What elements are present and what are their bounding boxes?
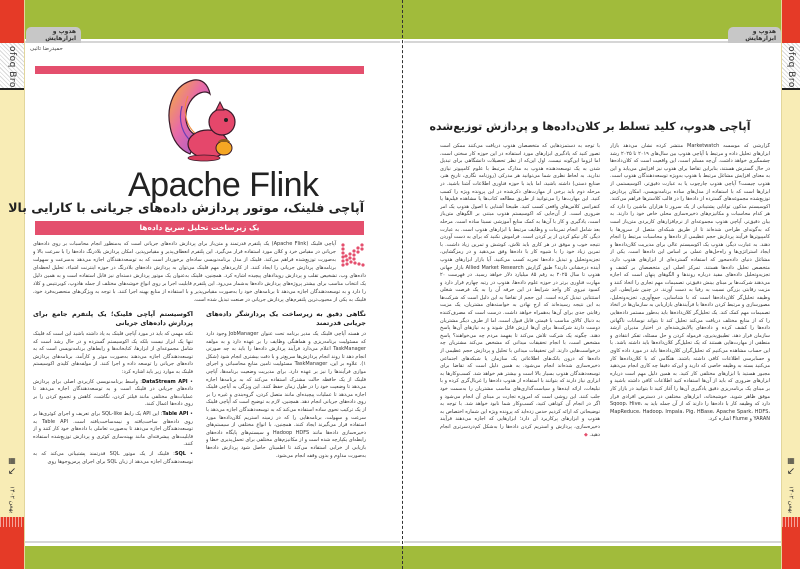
side-red-block-bottom — [0, 517, 24, 569]
left-page-column-right — [206, 310, 366, 538]
publisher-logo-icon: ▦ — [787, 456, 795, 465]
lead-text: آپاچی فلینک (Apache Flink) یک پلتفرم قدرتمند و متن‌باز برای پردازش داده‌های جریانی است که به‌منظور انجام محاسبات بر روی داده‌های جریانی در مقیاس خرد و کلان مورد استفاده قرار می‌گیرد. این پلتفرم انعطاف‌پذیر و مقیاس‌پذیر، امکان پردازش بلادرنگ داده‌ها را با سرعت بالا و به‌صورت توزیع‌شده فراهم می‌کند. فلینک از مدل برنامه‌نویسی ساده‌ای برخوردار است که به توسعه‌دهندگان اجازه می‌دهد به‌سرعت و سهولت برنامه‌های پردازش جریانی را ایجاد کنند. از کاربردهای مهم فلینک می‌توان به پردازش داده‌های بلادرنگ در حوزه اینترنت اشیاء، تحلیل لحظه‌ای داده‌های وب، تشخیص تقلب و پردازش رویدادهای پیچیده اشاره کرد. همچنین، فلینک به‌عنوان یک موتور پردازش دسته‌ای نیز قابل استفاده است و به همین دلیل یک انتخاب مناسب برای بیشتر پروژه‌های پردازش داده‌ها به‌شمار می‌رود. این پلتفرم قابلیت اجرا بر روی انواع خوشه‌های مختلف از جمله هادوپ، کوبرنتیس و کلاد را دارد و به توسعه‌دهندگان اجازه می‌دهد تا برنامه‌های خود را به‌صورت مقیاس‌پذیر و با استفاده از منابع بهینه اجرا کنند. با توجه به ویژگی‌های منحصربه‌فرد خود، فلینک به یکی از محبوب‌ترین پلتفرم‌های پردازش جریانی در صنعت تبدیل شده است. — [33, 241, 366, 303]
brand-logo: ofoq Bro — [7, 45, 17, 88]
hero-band-label: یک زیرساخت تحلیل سریع داده‌ها — [35, 221, 364, 235]
issue-label: بهمن ۱۴۰۲ — [8, 486, 16, 514]
column-intro: نکته مهمی که باید در مورد آپاچی فلینک به یاد داشته باشید این است که فلینک تنها یک ابزار نیست بلکه یک اکوسیستم گسترده و در حال رشد است که شامل مجموعه‌ای از ابزارها، کتابخانه‌ها و رابط‌های برنامه‌نویسی است که به توسعه‌دهندگان اجازه می‌دهند به‌صورت موثر و کارآمد، برنامه‌های پردازش داده‌های جریانی را توسعه داده و اجرا کنند. از مولفه‌های کلیدی اکوسیستم فلینک به موارد زیر باید اشاره کرد: — [33, 331, 193, 375]
hero-subtitle: آپاچی فلینک، موتور پردازش داده‌های جریانی با کارایی بالا — [8, 200, 364, 215]
pink-accent-bar — [35, 66, 364, 74]
column-body: با توجه به دستمزدهایی که متخصصان هدوپ دریافت می‌کنند ممکن است تصور کنید که یادگیری ابزارهای مورد استفاده در این حوزه کار سختی است، اما لزوما این‌گونه نیست. اول این‌که از نظر تحصیلات دانشگاهی برای تبدیل شدن به یک توسعه‌دهنده هدوپ به مدارک مرتبط با علوم کامپیوتر نیازی ندارید. به لحاظ نظری شما می‌توانید هر مدرکی (روزنامه نگاری، تاریخ هنر، صنایع دستی) داشته باشید، اما باید با حوزه فناوری اطلاعات آشنا باشید. در مرحله دوم باید برخی از مهارت‌های ذکرشده در این پرونده ویژه را کسب کنید. این مهارت‌ها را می‌توانید از طریق مطالعه کتاب‌ها یا مشاهده فیلم‌ها یا کنفرانس کلاس‌های واقعی کسب کنید. طبیعتا آشنایی با اصول هدوپ یک امر ضروری است. از آن‌جایی که اکوسیستم هدوپ مبتنی بر الگوهای متن‌باز است، یادگیری و کار با آن‌ها به کمک منابع آموزشی نسبتا ساده است. مرحله بعد شامل انجام تمرینات و وظایف مرتبط با ابزارهای هدوپ است. به عبارت دیگر، کار نیکو کردن از پر کردن است. فراموش نکنید که برای به دست آوردن نتیجه خوب و موفق در هر کاری باید تلاش، کوشش و تمرین زیاد داشت. با تمرین زیاد خود را با شیوه کار با داده‌ها وفق می‌دهید و در رمزگشایی، تجزیه‌وتحلیل و تبدیل داده‌ها تجربه کسب می‌کنید. آیا بازار ابزارهای هدوپ آینده درخشانی دارند؟ طبق گزارش Allied Market Research بازار جهانی هدوپ تا سال ۲۰۲۵ به رقم ۸۵ میلیارد دلار خواهد رسید. در فهرست ۲۰ مهارت فناوری برتر در حوزه علوم داده‌ها، هدوپ در رتبه چهارم قرار دارد و کمبود نیروی کار واجد شرایط در این حرفه آن را به یک فرصت شغلی استثنایی تبدیل کرده است. این حجم از تقاضا به این دلیل است که شرکت‌ها به این نتیجه رسیده‌اند که ارج نهادن به خواسته‌های مشتریان، یک مزیت رقابتی جدی برای آن‌ها به‌همراه خواهد داشت. درست است که مصرف‌کننده به دنبال کالای مناسب با قیمتی قابل قبول است، اما از طرف دیگر مشتریان دوست دارند شرکت‌ها برای آن‌ها ارزش قائل شوند و به نیازهای آن‌ها پاسخ دهند. چگونه یک شرکت تلاش می‌کند تا بفهمد مردم چه می‌خواهند؟ پاسخ مشخص است، با انجام تحقیقات میدانی که مشخص می‌کند مشتریان چه درخواست‌هایی دارند. این تحقیقات میدانی با تحلیل و پردازش حجم عظیمی از داده‌ها که درون بانک‌های اطلاعاتی یک سازمان یا شبکه‌های اجتماعی ذخیره‌سازی شده‌اند انجام می‌شود. به همین دلیل است که تقاضا برای توسعه‌دهندگان هدوپ بسیار بالا است و بیشتر هم خواهد شد. کسب‌وکارها به ابزاری نیاز دارند که بتوانند با استفاده از هدوپ داده‌ها را غربال‌گری کرده و با تبلیغات، ارائه ایده‌ها و سیاست‌گذاری‌های مناسب مشتریان را به‌سمت خود جلب کنند. این روشی است که امروزه تجارت بر مبنای آن انجام می‌شود و اگر در انجام آن کوتاهی کنید، کسب‌وکار شما نابود خواهد شد. با توجه به توضیحاتی که ارائه کردیم حدس زده‌اید که پرونده ویژه این شماره اختصاص به هدوپ و ابزارهای پرکاربرد آن دارد؛ ابزارهایی که اجازه می‌دهند فرآیند ذخیره‌سازی، پردازش و استریم کردن داده‌ها را به‌شکل کم‌دردسرتری انجام دهید. ◆ — [440, 143, 600, 438]
side-red-block-top — [782, 0, 800, 43]
publisher-logo-icon: ▦ — [8, 456, 16, 465]
dot-pattern-icon — [340, 242, 366, 268]
bullet-item: • DataStream API: واسط برنامه‌نویسی کاربردی اصلی برای پردازش داده‌های جریانی در فلینک است و به توسعه‌دهندگان اجازه می‌دهد تا عملیات‌های مختلفی مانند فیلتر کردن، نگاشت، کاهش و تجمیع کردن را بر روی داده‌ها اعمال کنند. — [33, 378, 193, 408]
brand-logo: ofoq Bro — [786, 45, 796, 88]
end-of-article-icon: ◆ — [583, 431, 588, 438]
bullet-item: • SQL: فلینک از یک موتور SQL قدرتمند پشتیبانی می‌کند که به توسعه‌دهندگان اجازه می‌دهد از زبان SQL برای اجرای پرس‌وجوها روی — [33, 450, 193, 465]
column-body: در هسته آپاچی فلینک یک مدیر برنامه تحت عنوان JobManager وجود دارد که مسئولیت برنامه‌ریزی و هماهنگی وظایف را بر عهده دارد و به مولفه TaskManager اعلام می‌دارد فرآیند پردازش داده‌ها را باید به چه صورتی انجام دهد تا روند انجام پردازش‌ها سریع‌تر و با دقت بیشتری انجام شود (شکل ۱). علاوه بر این، TaskManager مسئولیت تامین منابع محاسباتی و اجرای موازی فرآیندها را نیز بر عهده دارد. برای مدیریت وضعیت برنامه‌ها، آپاچی فلینک از یک حافظه حالت مشترک استفاده می‌کند که به برنامه‌ها اجازه می‌دهد تا وضعیت خود را در طول زمان حفظ کنند. این ویژگی به آپاچی فلینک اجازه می‌دهد تا عملیات پیچیده‌ای مانند متصل کردن، گروه‌بندی و غیره را بر روی داده‌های جریانی انجام دهد. همچنین، لازم به توضیح است که آپاچی فلینک از یک ترکیب نحوی ساده استفاده می‌کند که به توسعه‌دهندگان اجازه می‌دهد با سرعت و سهولت، برنامه‌هایی را که در زمینه استریم کلان‌داده‌ها مورد استفاده قرار می‌گیرند ایجاد کنند. همچنین، با انواع مختلفی از سیستم‌های ذخیره‌سازی داده‌ها مانند Hadoop HDFS و سیستم‌های پایگاه داده‌های رابطه‌ای یکپارچه شده است و از مکانیزم‌های مختلفی برای تحمل‌پذیری خطا و بازیابی از خرابی استفاده می‌کند تا اطمینان حاصل شود پردازش داده‌ها به‌صورت مداوم و بدون وقفه انجام می‌شود. — [206, 331, 366, 459]
column-heading: اکوسیستم آپاچی فلینک؛ یک پلتفرم جامع برای پردازش داده‌های جریانی — [33, 310, 193, 327]
right-page-column-right — [610, 143, 770, 538]
left-page-column-left — [33, 310, 193, 538]
top-green-band-left — [25, 0, 400, 39]
section-tab-right: هدوپ و ابزارهایش — [728, 27, 781, 43]
top-rule-left — [25, 41, 400, 43]
right-page-column-left — [440, 143, 600, 538]
side-red-block-bottom — [782, 517, 800, 569]
bottom-rule-left — [25, 541, 400, 543]
issue-label: بهمن ۱۴۰۲ — [787, 486, 795, 514]
bullet-item: • Table API: این API یک رابط SQL-like برای تعریف و اجرای کوئری‌ها بر روی داده‌های ساخت‌یافته و نیمه‌ساخت‌یافته است. Table API به توسعه‌دهندگان اجازه می‌دهد تا به‌صورت تعاملی با داده‌های خود کار کنند و از قابلیت‌های پیشرفته‌ای مانند بهینه‌سازی کوئری و پردازش توزیع‌شده استفاده کنند. — [33, 410, 193, 448]
side-red-block-top — [0, 0, 24, 43]
flink-squirrel-logo-icon — [164, 76, 244, 164]
article-title: آپاچی هدوپ، کلید تسلط بر کلان‌داده‌ها و پردازش توزیع‌شده — [429, 120, 751, 133]
top-green-band-right — [400, 0, 781, 39]
hero-title-english: Apache Flink — [128, 166, 319, 204]
section-tab-left: هدوپ و ابزارهایش — [26, 27, 81, 43]
bottom-green-band-left — [25, 546, 400, 569]
right-side-strip — [781, 0, 800, 569]
bottom-rule-right — [404, 541, 781, 543]
arrow-icon: ↙ — [786, 466, 796, 477]
author-name: حمیدرضا تائبی — [30, 46, 63, 52]
column-body: گزارشی که موسسه Marketwatch منتشر کرده نشان می‌دهد بازار ابزارهای تحلیل داده و مرتبط با آپاچی هدوپ بین سال‌های ۲۰۱۹ تا ۲۰۲۵ رشد چشمگیری خواهد داشت. آن‌چه مسلم است، این واقعیت است که کلان‌داده‌ها در حال گسترش هستند، بنابراین تقاضا برای هدوپ نیز افزایش می‌یابد و این به معنای افزایش مشاغل مرتبط با هدوپ به‌ویژه توسعه‌دهندگان هدوپ است. هدوپ چیست؟ آپاچی هدوپ چارچوب یا به عبارت دقیق‌تر، اکوسیستمی از ابزارها است که با استفاده از مدل‌های ساده برنامه‌نویسی، امکان پردازش توزیع‌شده مجموعه‌های گسترده از داده‌ها را در قالب کلاسترها فراهم می‌کنند. اکوسیستم مذکور، توانایی پشتیبانی از یک سرور تا هزاران ماشین را دارد که هر کدام محاسبات و مکانیزم‌های ذخیره‌سازی محلی خاص خود را دارند. به بیان دقیق‌تر، آپاچی هدوپ مجموعه‌ای از نرم‌افزارهای کاربردی متن‌باز است که به‌گونه‌ای طراحی شده‌اند تا از طریق شبکه‌ای متصل از سرورها یا کامپیوترها فرآیند پردازش حجم عظیمی از داده‌ها و محاسبات مرتبط را انجام دهند. به عبارت دیگر، هدوپ یک اکوسیستم عالی برای مدیریت کلان‌داده‌ها و ایجاد استراتژی‌ها و راه‌حل‌های عملی بر اساس این داده‌ها است. یکی از مشاغل دنیای داده‌محور که استفاده گسترده‌ای از ابزارهای هدوپ دارد، متخصص تحلیل داده‌ها هستند. تمرکز اصلی این متخصصان بر کشف و تجزیه‌وتحلیل داده‌های مفید درباره روندها و الگوهای پنهان است که اجازه می‌دهند شرکت‌ها بر مبنای بینش دقیق‌تر، تصمیمات مهم تجاری را اتخاذ کنند و مزیت رقابتی بزرگی نسبت به رقبا به دست آورند. در چنین شرایطی، این وظیفه تحلیل‌گر کلان‌داده‌ها است که با شناسایی، جمع‌آوری، تجزیه‌وتحلیل، مصورسازی و مرتبط کردن داده‌ها با فرآیندهای بازاریابی به سازمان‌ها در اتخاذ تصمیمات مهم کمک کند. یک تحلیل‌گر کلان‌داده‌ها باید به‌طور مستمر داده‌هایی را که از منابع مختلف دریافت می‌کند تحلیل کند تا بتواند نوسانات ناگهانی داده‌ها را کشف کرده و داده‌های پالایش‌شده‌ای در اختیار مدیران ارشد سازمان قرار دهد. تطبیق‌پذیری، فرموله کردن و حل مسئله، تفکر انتقادی و منطقی از مهارت‌هایی هستند که یک تحلیل‌گر کلان‌داده‌ها باید داشته باشد. با این حساب مشاهده می‌کنیم که تحلیل‌گران کلان‌داده‌ها باید در مورد داده کاوی و حسابرسی اطلاعات کافی داشته باشند. هنگامی که با کلان‌داده‌ها کار می‌کنید بسته به وظیفه خاصی که دارید و این‌که دقیقا چه کاری انجام می‌دهید مجبور هستید با ابزارهای مختلفی کار کنید. به همین دلیل مهم است درباره ابزارهای ضروری که باید از آن‌ها استفاده کنید اطلاعات کافی داشته باشید و بر مبنای یک برنامه‌ریزی دقیق یادگیری آن‌ها را آغاز کنید تا بتوانید در بازار کار موفق ظاهر شوید. خوشبختانه، ابزارهای مختلفی در دسترس افرادی قرار دارد که وظیفه کار با داده‌ها را دارند که از آن جمله باید به Sqoop، Hive، MapReduce، Hadoop، Impala، Pig، HBase، Apache Spark، HDFS، YARAN و Flume اشاره کرد. — [610, 143, 770, 423]
bottom-green-band-right — [400, 546, 781, 569]
page-gutter — [402, 0, 403, 569]
top-rule-right — [404, 41, 781, 43]
lead-paragraph — [33, 240, 366, 304]
left-side-strip — [0, 0, 25, 569]
arrow-icon: ↙ — [7, 466, 17, 477]
column-heading: نگاهی دقیق به زیرساخت یک پردازشگر داده‌های جریانی قدرتمند — [206, 310, 366, 327]
